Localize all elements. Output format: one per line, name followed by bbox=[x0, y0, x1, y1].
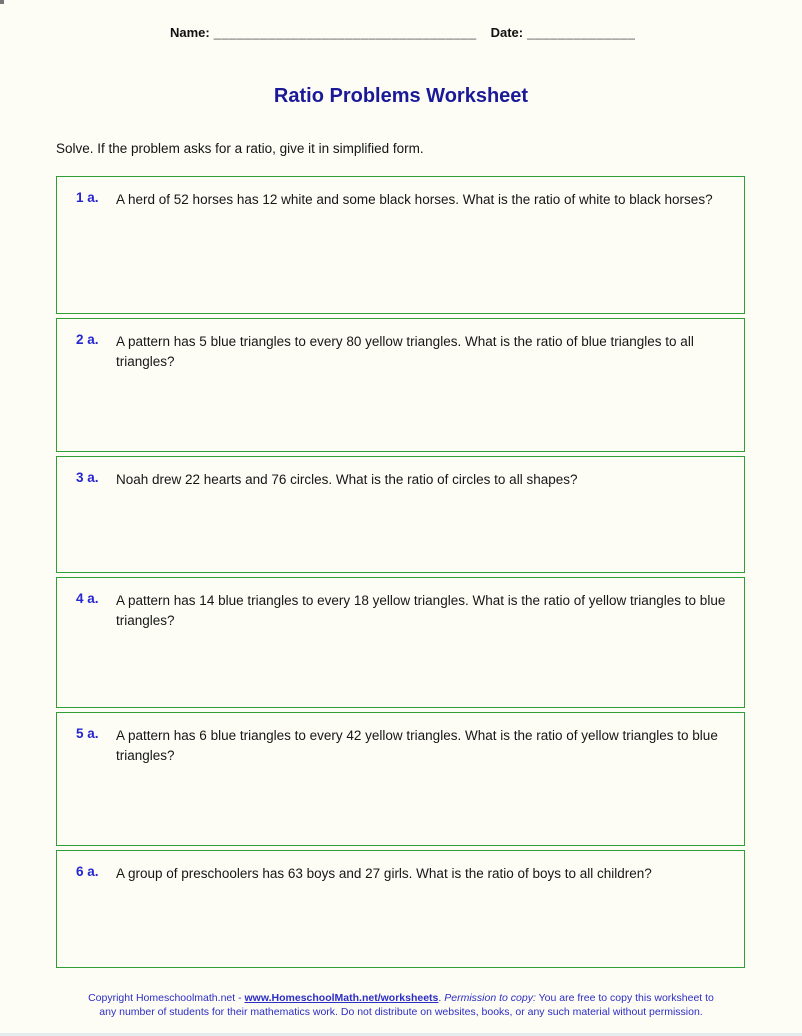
problem-list bbox=[56, 176, 745, 972]
problem-text: A pattern has 6 blue triangles to every 42 yellow triangles. What is the ratio of yellow triangles to blue triangles? bbox=[116, 728, 718, 763]
problem-box-3 bbox=[56, 456, 745, 573]
problem-text: A group of preschoolers has 63 boys and 27 girls. What is the ratio of boys to all children? bbox=[116, 866, 652, 881]
permission-text: You are free to copy this worksheet to any number of students for their mathematics work. Do not distribute on websites, books, or any such material without permission. bbox=[99, 992, 714, 1018]
worksheets-link[interactable]: www.HomeschoolMath.net/worksheets bbox=[244, 992, 439, 1004]
footer-separator: . bbox=[438, 992, 445, 1004]
problem-text: A pattern has 5 blue triangles to every 80 yellow triangles. What is the ratio of blue triangles to all triangles? bbox=[116, 334, 694, 369]
name-label: Name: bbox=[170, 25, 210, 40]
page-title: Ratio Problems Worksheet bbox=[273, 85, 529, 107]
date-label: Date: bbox=[490, 25, 524, 40]
problem-box-5 bbox=[56, 712, 745, 846]
problem-box-4 bbox=[56, 577, 745, 708]
instruction-text: Solve. If the problem asks for a ratio, give it in simplified form. bbox=[56, 141, 424, 156]
page-corner-artifact bbox=[0, 0, 4, 4]
permission-label: Permission to copy: bbox=[444, 992, 536, 1004]
problem-label: 2 a. bbox=[76, 332, 99, 347]
problem-text: A herd of 52 horses has 12 white and some black horses. What is the ratio of white to black horses? bbox=[116, 192, 713, 207]
problem-text: A pattern has 14 blue triangles to every 18 yellow triangles. What is the ratio of yellow triangles to blue triangles? bbox=[116, 593, 726, 628]
name-blank-line: __________________________________ bbox=[213, 25, 477, 40]
problem-label: 6 a. bbox=[76, 864, 99, 879]
problem-label: 5 a. bbox=[76, 726, 99, 741]
problem-label: 3 a. bbox=[76, 470, 99, 485]
problem-label: 4 a. bbox=[76, 591, 99, 606]
problem-box-1 bbox=[56, 176, 745, 314]
problem-box-2 bbox=[56, 318, 745, 452]
problem-label: 1 a. bbox=[76, 190, 99, 205]
copyright-footer bbox=[81, 992, 721, 1019]
problem-box-6 bbox=[56, 850, 745, 968]
problem-text: Noah drew 22 hearts and 76 circles. What is the ratio of circles to all shapes? bbox=[116, 472, 578, 487]
copyright-text: Copyright Homeschoolmath.net - bbox=[88, 992, 245, 1004]
date-blank-line: ______________ bbox=[527, 25, 636, 40]
name-date-row bbox=[170, 25, 635, 40]
